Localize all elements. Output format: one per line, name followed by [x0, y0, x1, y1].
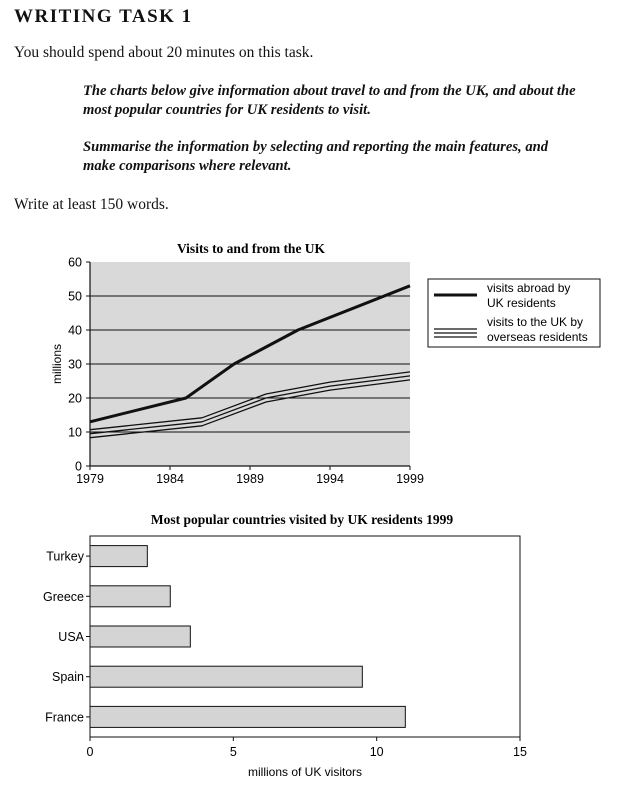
category-label-usa: USA	[58, 630, 84, 644]
y-tick-label: 30	[68, 357, 82, 372]
bar-chart-x-tick-labels	[87, 745, 527, 759]
x-tick-label: 1979	[76, 472, 104, 486]
task-heading: WRITING TASK 1	[14, 6, 193, 27]
category-label-france: France	[45, 710, 84, 725]
y-tick-label: 60	[68, 255, 82, 270]
x-tick-label: 1999	[396, 472, 424, 486]
legend-label-uk-residents-line1: visits abroad by	[487, 281, 571, 295]
y-tick-label: 50	[68, 289, 82, 304]
x-tick-label: 1994	[316, 472, 344, 486]
y-tick-label: 0	[75, 459, 82, 474]
task-prompt-description: The charts below give information about travel to and from the UK, and about the most popular countries for UK residents to visit.	[83, 83, 576, 118]
bar-turkey	[90, 546, 147, 567]
bar-chart-title: Most popular countries visited by UK residents 1999	[150, 512, 454, 527]
bar-greece	[90, 586, 170, 607]
x-tick-label: 10	[369, 745, 384, 759]
x-tick-label: 1989	[236, 472, 264, 486]
legend-label-overseas-line1: visits to the UK by	[487, 315, 584, 329]
bar-france	[90, 706, 405, 727]
task-word-count: Write at least 150 words.	[14, 196, 169, 213]
bar-spain	[90, 666, 362, 687]
x-tick-label: 15	[513, 745, 527, 759]
task-instruction: You should spend about 20 minutes on this task.	[14, 44, 314, 61]
x-tick-label: 5	[229, 745, 237, 759]
task-prompt-summarise: Summarise the information by selecting and reporting the main features, and make comparisons where relevant.	[83, 139, 549, 174]
category-label-turkey: Turkey	[46, 549, 84, 564]
line-chart-y-axis-label: millions	[50, 343, 64, 385]
y-tick-label: 40	[68, 323, 82, 338]
category-label-spain: Spain	[52, 670, 84, 685]
legend-label-uk-residents-line2: UK residents	[487, 296, 556, 310]
x-tick-label: 0	[86, 745, 94, 759]
x-tick-label: 1984	[156, 472, 184, 486]
y-tick-label: 10	[68, 425, 82, 440]
line-chart-title: Visits to and from the UK	[176, 241, 326, 256]
legend-label-overseas-line2: overseas residents	[487, 330, 588, 344]
category-label-greece: Greece	[43, 589, 84, 604]
bar-chart-x-axis-label: millions of UK visitors	[247, 765, 363, 779]
y-tick-label: 20	[68, 391, 82, 406]
bar-chart-category-labels	[43, 550, 85, 725]
bar-usa	[90, 626, 190, 647]
